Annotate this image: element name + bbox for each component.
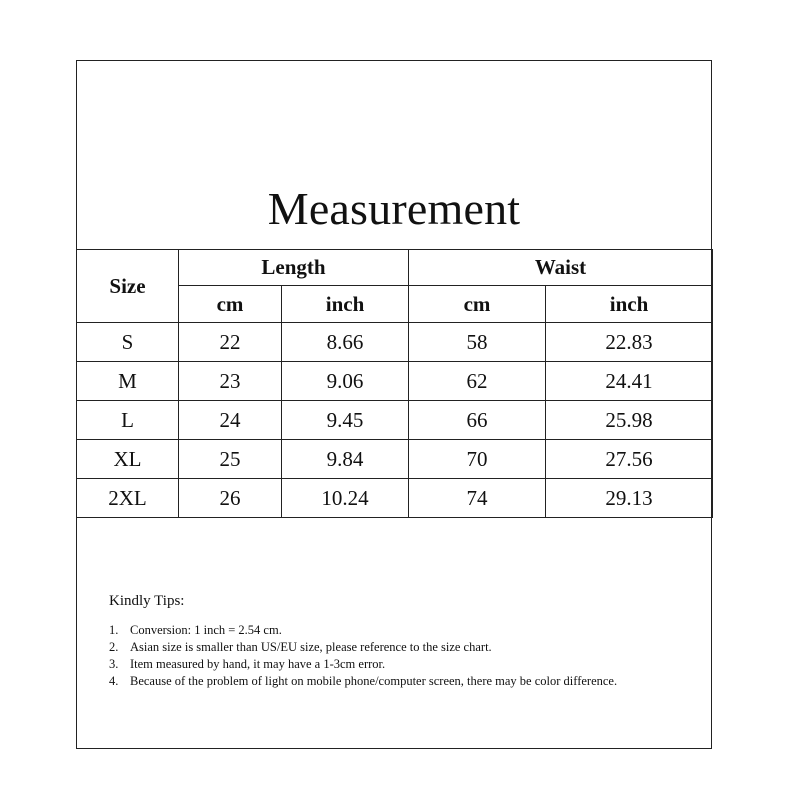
waist-cm-cell: 62 [409,362,546,401]
tip-number: 2. [109,640,119,654]
table-row [77,362,713,401]
tips-list [109,622,620,690]
size-header: Size [77,250,179,323]
table-row [77,401,713,440]
length-inch-cell: 8.66 [282,323,409,362]
kindly-tips [109,593,620,690]
size-cell: XL [77,440,179,479]
waist-inch-cell: 29.13 [546,479,713,518]
table-group-header-row [77,250,713,286]
waist-cm-cell: 66 [409,401,546,440]
size-cell: 2XL [77,479,179,518]
tip-number: 4. [109,674,119,688]
length-cm-header: cm [179,286,282,323]
length-cm-cell: 22 [179,323,282,362]
size-cell: L [77,401,179,440]
tip-number: 3. [109,657,119,671]
length-inch-cell: 10.24 [282,479,409,518]
length-inch-cell: 9.45 [282,401,409,440]
length-inch-cell: 9.84 [282,440,409,479]
waist-inch-cell: 25.98 [546,401,713,440]
tip-text: Asian size is smaller than US/EU size, please reference to the size chart. [130,640,492,654]
waist-inch-cell: 22.83 [546,323,713,362]
table-row [77,440,713,479]
waist-cm-cell: 74 [409,479,546,518]
tip-text: Because of the problem of light on mobile phone/computer screen, there may be color difference. [130,674,618,688]
length-inch-header: inch [282,286,409,323]
waist-cm-cell: 70 [409,440,546,479]
waist-inch-cell: 27.56 [546,440,713,479]
measurement-card [76,60,712,749]
list-item [109,622,620,639]
table-row [77,323,713,362]
tips-title: Kindly Tips: [109,593,185,609]
tip-text: Item measured by hand, it may have a 1-3cm error. [130,657,386,671]
list-item [109,639,620,656]
size-table [76,249,713,518]
tip-number: 1. [109,623,119,637]
list-item [109,673,620,690]
tip-text: Conversion: 1 inch = 2.54 cm. [130,623,282,637]
length-cm-cell: 25 [179,440,282,479]
waist-cm-cell: 58 [409,323,546,362]
length-inch-cell: 9.06 [282,362,409,401]
length-group-header: Length [179,250,409,286]
size-cell: S [77,323,179,362]
length-cm-cell: 23 [179,362,282,401]
waist-cm-header: cm [409,286,546,323]
length-cm-cell: 24 [179,401,282,440]
waist-group-header: Waist [409,250,713,286]
waist-inch-header: inch [546,286,713,323]
waist-inch-cell: 24.41 [546,362,713,401]
length-cm-cell: 26 [179,479,282,518]
page-title: Measurement [267,183,521,234]
table-row [77,479,713,518]
list-item [109,656,620,673]
size-cell: M [77,362,179,401]
